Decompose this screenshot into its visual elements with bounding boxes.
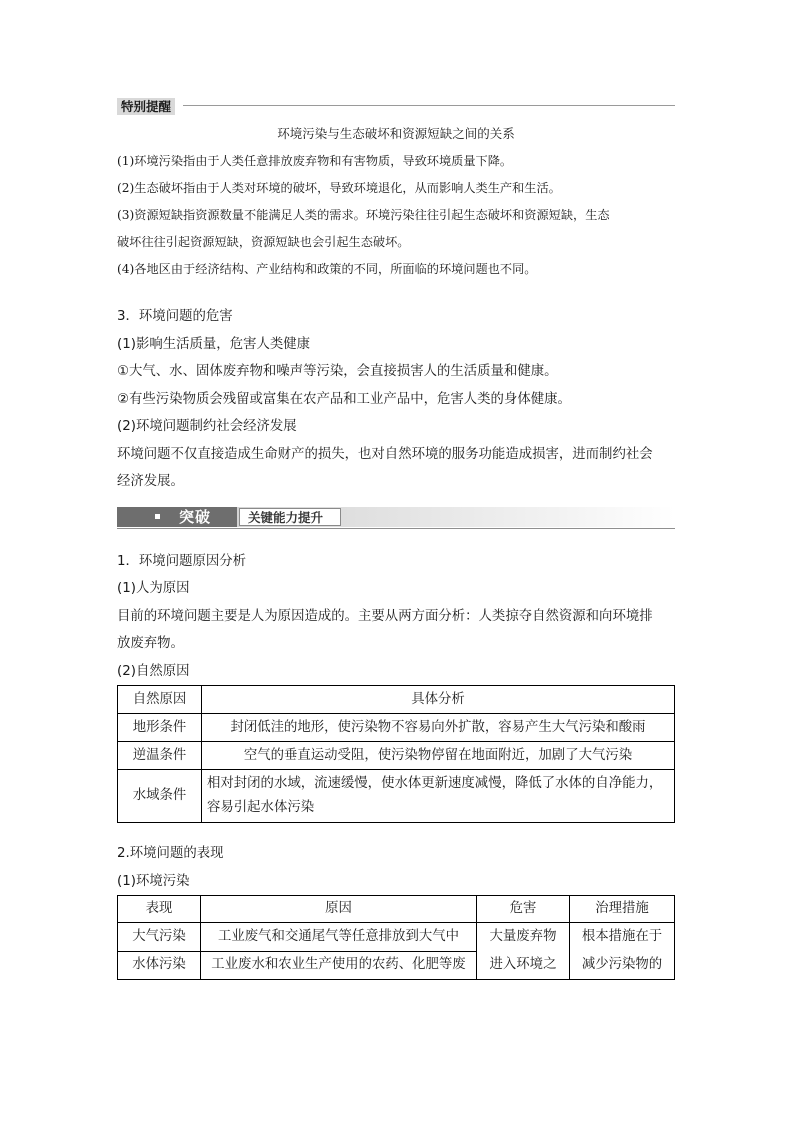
paragraph-line: 目前的环境问题主要是人为原因造成的。主要从两方面分析：人类掠夺自然资源和向环境排 xyxy=(117,608,653,624)
section-heading: 2.环境问题的表现 xyxy=(117,846,224,861)
paragraph-line: (2)自然原因 xyxy=(117,663,190,679)
tip-divider xyxy=(183,105,675,106)
table-header-row xyxy=(118,896,675,923)
table-cell: 工业废水和农业生产使用的农药、化肥等废 xyxy=(201,951,477,980)
tip-title: 环境污染与生态破坏和资源短缺之间的关系 xyxy=(277,126,515,141)
table-cell: 逆温条件 xyxy=(118,742,202,770)
paragraph-line: (1)影响生活质量，危害人类健康 xyxy=(117,336,311,352)
paragraph-line: ②有些污染物质会残留或富集在农产品和工业产品中，危害人类的身体健康。 xyxy=(117,391,571,407)
section-banner xyxy=(117,504,675,530)
tip-item: (4)各地区由于经济结构、产业结构和政策的不同，所面临的环境问题也不同。 xyxy=(117,262,537,276)
table-cell: 工业废气和交通尾气等任意排放到大气中 xyxy=(201,923,477,952)
paragraph-line: (1)人为原因 xyxy=(117,581,190,596)
table-header-cell: 表现 xyxy=(118,896,201,923)
harm-cell xyxy=(477,923,570,980)
table-header-cell: 治理措施 xyxy=(570,896,675,923)
table-header-cell: 危害 xyxy=(477,896,570,923)
table-cell: 大气污染 xyxy=(118,923,201,952)
paragraph-line: (2)环境问题制约社会经济发展 xyxy=(117,419,297,434)
table-cell: 相对封闭的水域，流速缓慢，使水体更新速度减慢，降低了水体的自净能力，容易引起水体污染 xyxy=(202,770,675,823)
table-cell: 水体污染 xyxy=(118,951,201,980)
table-row xyxy=(118,923,675,952)
table-row xyxy=(118,714,675,742)
section-heading: 3．环境问题的危害 xyxy=(117,309,233,324)
paragraph-line: 经济发展。 xyxy=(117,474,184,489)
paragraph-line: ①大气、水、固体废弃物和噪声等污染，会直接损害人的生活质量和健康。 xyxy=(117,364,558,379)
table-cell: 地形条件 xyxy=(118,714,202,742)
table-row xyxy=(118,770,675,823)
tip-header xyxy=(117,96,675,116)
table-row xyxy=(118,742,675,770)
square-bullet-icon xyxy=(155,514,160,519)
paragraph-line: 放废弃物。 xyxy=(117,636,184,651)
measure-line: 根本措施在于 xyxy=(581,929,663,944)
natural-causes-table xyxy=(117,685,675,823)
harm-line: 进入环境之 xyxy=(489,957,557,972)
measure-cell xyxy=(570,923,675,980)
measure-line: 减少污染物的 xyxy=(581,957,663,972)
paragraph-line: (1)环境污染 xyxy=(117,873,190,889)
document-page xyxy=(117,96,675,980)
table-header-cell: 自然原因 xyxy=(118,686,202,714)
table-header-row xyxy=(118,686,675,714)
paragraph-line: 环境问题不仅直接造成生命财产的损失，也对自然环境的服务功能造成损害，进而制约社会 xyxy=(117,446,653,462)
table-cell: 空气的垂直运动受阻，使污染物停留在地面附近，加剧了大气污染 xyxy=(202,742,675,770)
table-header-cell: 原因 xyxy=(201,896,477,923)
pollution-table xyxy=(117,895,675,980)
banner-subtitle: 关键能力提升 xyxy=(239,508,341,526)
table-cell: 水域条件 xyxy=(118,770,202,823)
tip-item: (1)环境污染指由于人类任意排放废弃物和有害物质，导致环境质量下降。 xyxy=(117,154,513,168)
table-cell: 封闭低洼的地形，使污染物不容易向外扩散，容易产生大气污染和酸雨 xyxy=(202,714,675,742)
harm-line: 大量废弃物 xyxy=(489,929,557,944)
tip-item: (3)资源短缺指资源数量不能满足人类的需求。环境污染往往引起生态破坏和资源短缺，生态 xyxy=(117,208,610,222)
tip-item: 破坏往往引起资源短缺，资源短缺也会引起生态破坏。 xyxy=(117,235,410,249)
section-heading: 1．环境问题原因分析 xyxy=(117,553,247,569)
banner-title: 突破 xyxy=(179,507,212,526)
tip-label: 特别提醒 xyxy=(117,98,175,115)
table-header-cell: 具体分析 xyxy=(202,686,675,714)
tip-item: (2)生态破坏指由于人类对环境的破坏，导致环境退化，从而影响人类生产和生活。 xyxy=(117,181,561,195)
